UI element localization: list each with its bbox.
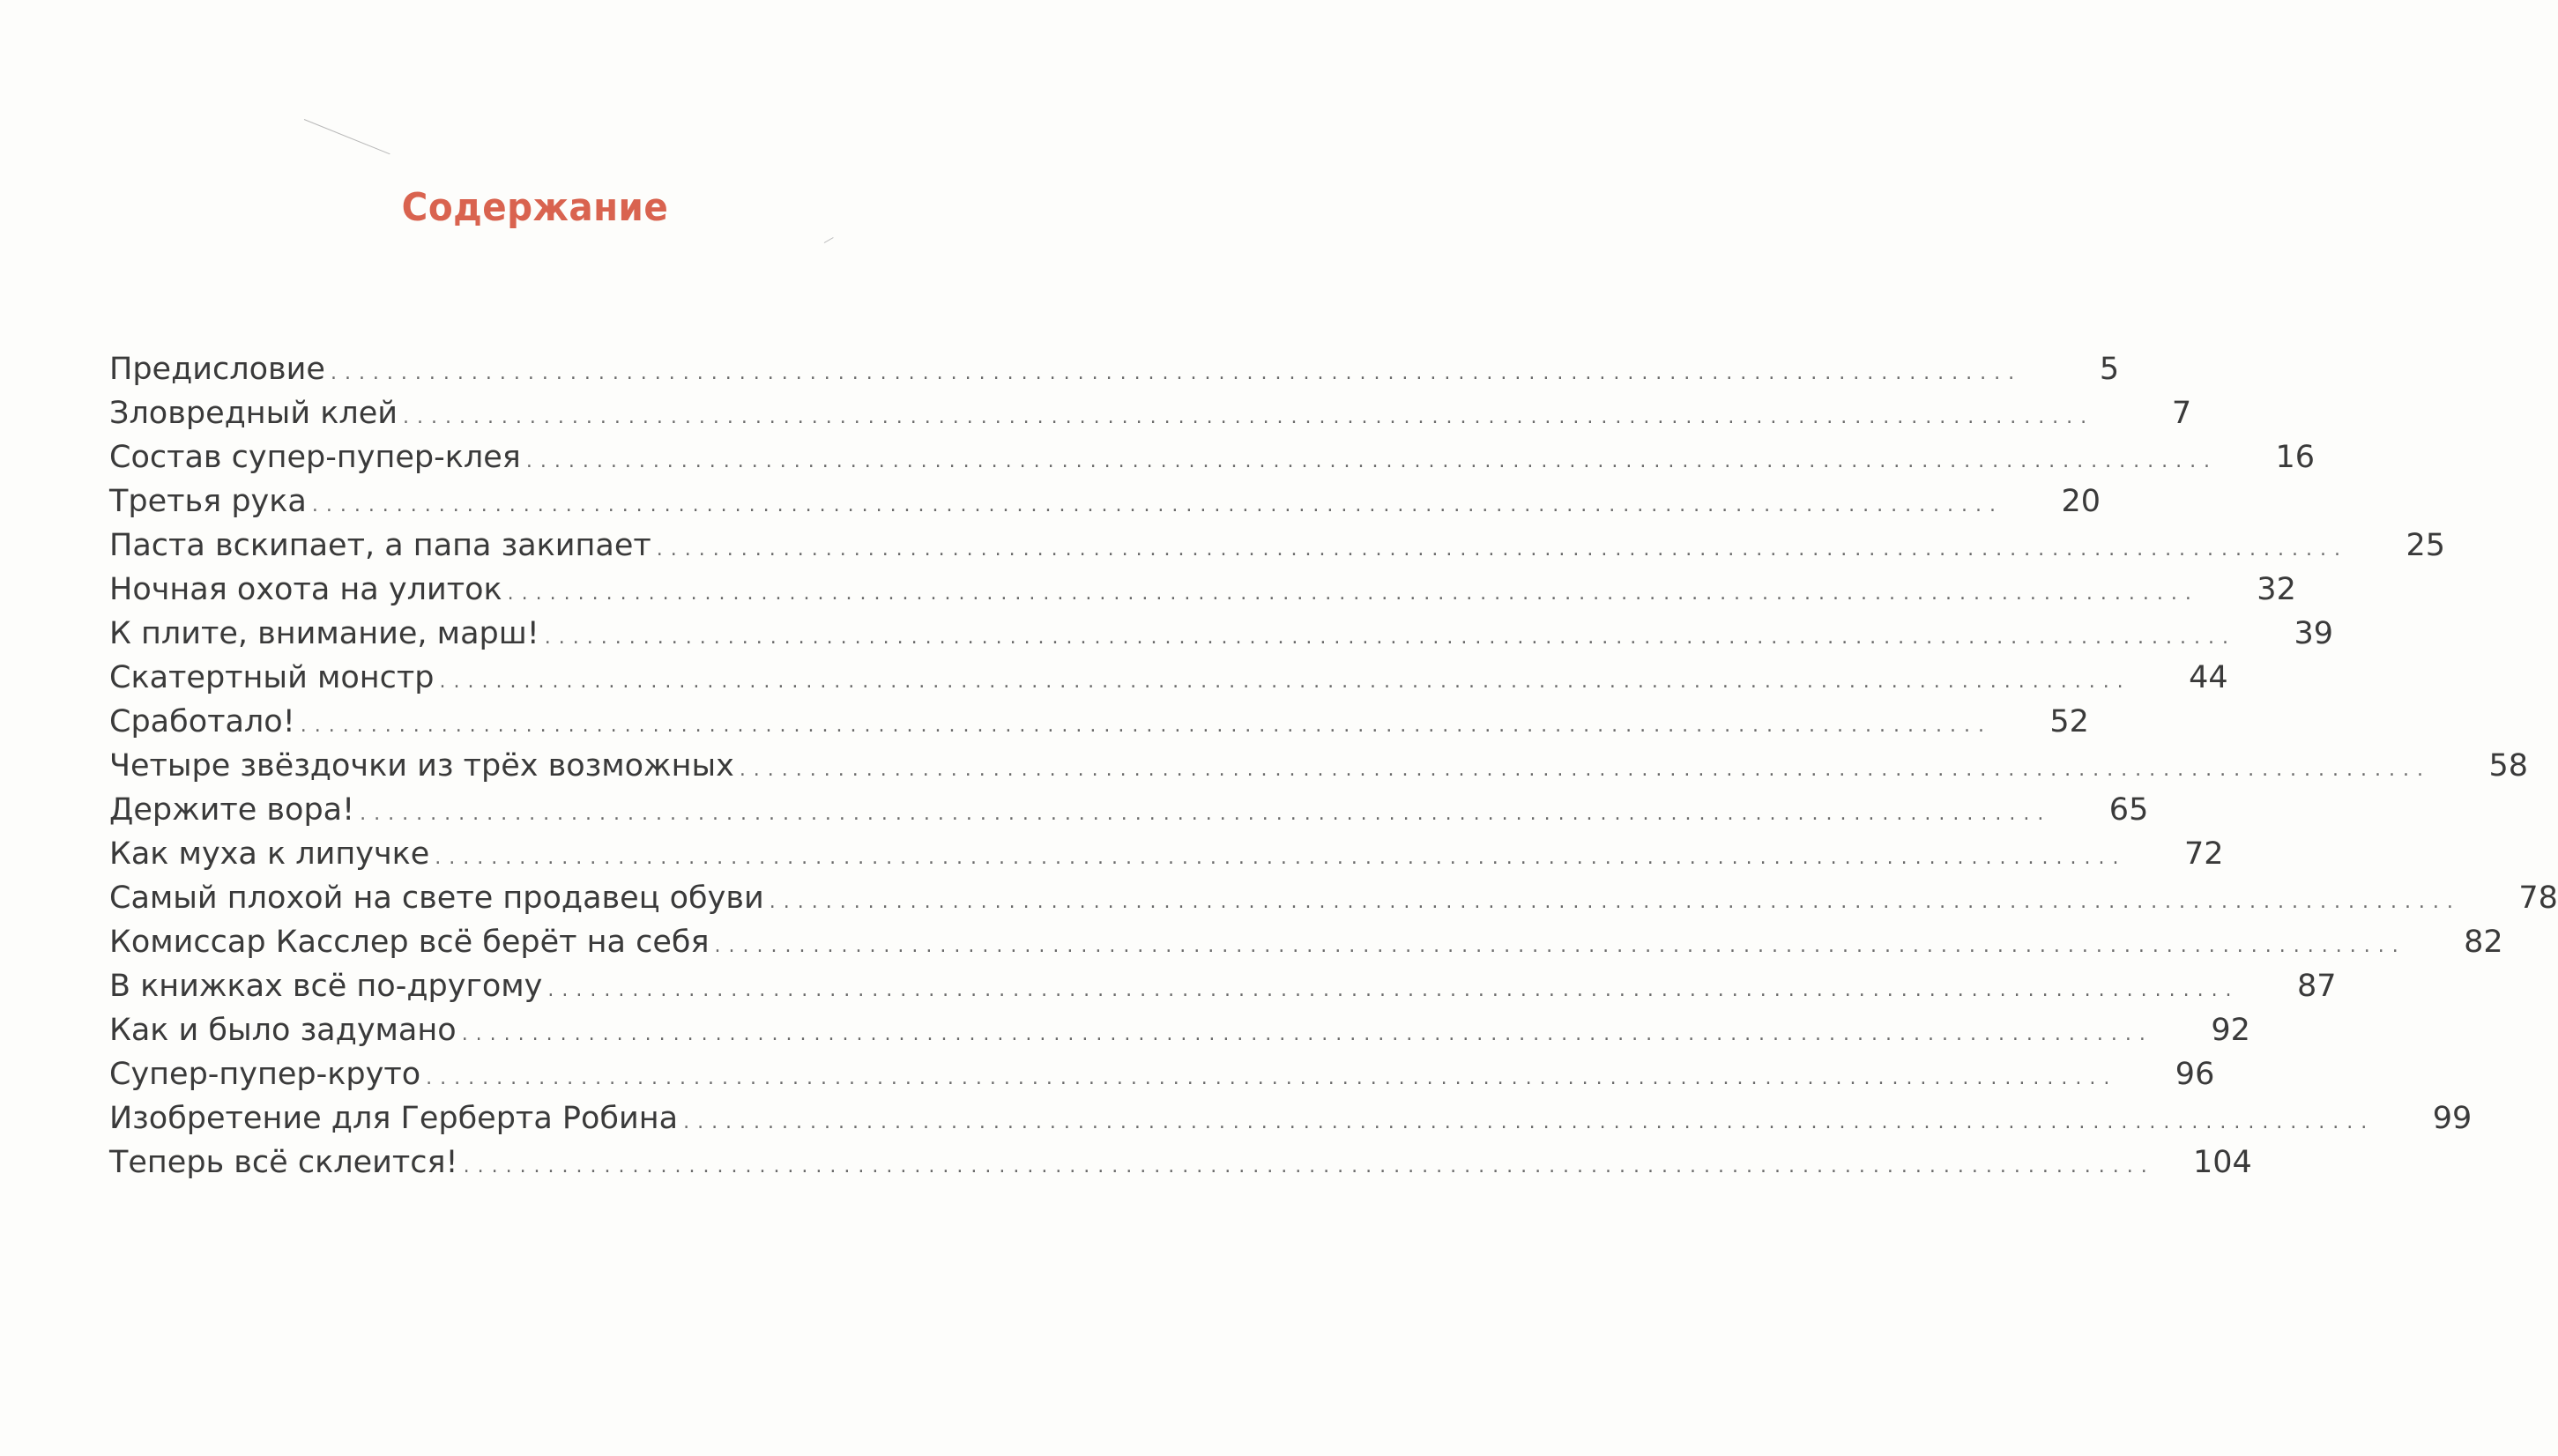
toc-entry-page-number: 25 <box>2406 528 2445 563</box>
toc-entry-title: Паста вскипает, а папа закипает <box>109 528 651 563</box>
toc-entry-title: Четыре звёздочки из трёх возможных <box>109 748 734 784</box>
toc-entry <box>109 744 2528 788</box>
toc-entry-page-number: 92 <box>2211 1013 2250 1048</box>
toc-entry <box>109 788 2149 832</box>
toc-entry <box>109 524 2445 568</box>
toc-entry-page-number: 32 <box>2257 572 2296 607</box>
toc-entry <box>109 920 2503 964</box>
toc-entry <box>109 1008 2250 1052</box>
toc-entry-title: Как и было задумано <box>109 1013 457 1048</box>
toc-entry-page-number: 7 <box>2171 396 2192 431</box>
table-of-contents <box>109 347 2558 1185</box>
toc-dot-leader: ........................................................................................................................ <box>435 847 2127 869</box>
toc-dot-leader: ........................................................................................................................ <box>461 1023 2153 1045</box>
toc-dot-leader: ........................................................................................................................ <box>300 715 1992 737</box>
toc-dot-leader: ........................................................................................................................ <box>656 539 2348 561</box>
toc-entry-title: Супер-пупер-круто <box>109 1057 421 1092</box>
toc-dot-leader: ........................................................................................................................ <box>714 935 2406 957</box>
toc-entry <box>109 832 2224 876</box>
toc-entry-page-number: 82 <box>2464 925 2503 960</box>
toc-entry-page-number: 78 <box>2518 880 2558 916</box>
toc-entry <box>109 1140 2252 1185</box>
toc-entry <box>109 435 2316 479</box>
toc-entry-title: Третья рука <box>109 484 307 519</box>
toc-entry <box>109 876 2558 920</box>
toc-dot-leader: ........................................................................................................................ <box>311 494 2004 516</box>
toc-entry-title: Изобретение для Герберта Робина <box>109 1101 679 1136</box>
toc-entry-page-number: 99 <box>2432 1101 2472 1136</box>
toc-entry-page-number: 104 <box>2192 1145 2252 1180</box>
toc-entry-title: Сработало! <box>109 704 295 739</box>
toc-entry-page-number: 58 <box>2488 748 2528 784</box>
toc-entry <box>109 612 2333 656</box>
toc-dot-leader: ........................................................................................................................ <box>683 1111 2376 1133</box>
toc-entry-title: Состав супер-пупер-клея <box>109 440 521 475</box>
toc-dot-leader: ........................................................................................................................ <box>769 891 2461 913</box>
toc-entry-page-number: 16 <box>2275 440 2316 475</box>
toc-entry <box>109 479 2101 524</box>
toc-entry-title: К плите, внимание, марш! <box>109 616 539 651</box>
toc-entry-page-number: 96 <box>2175 1057 2215 1092</box>
toc-entry <box>109 700 2089 744</box>
page-title: Содержание <box>401 185 669 230</box>
toc-entry-page-number: 72 <box>2183 836 2224 872</box>
toc-dot-leader: ........................................................................................................................ <box>402 406 2095 428</box>
toc-entry-page-number: 52 <box>2049 704 2089 739</box>
paper-scratch-mark <box>304 119 390 154</box>
toc-entry-page-number: 44 <box>2189 660 2228 695</box>
toc-entry-title: Предисловие <box>109 352 325 387</box>
toc-entry <box>109 347 2120 391</box>
toc-entry-title: Теперь всё склеится! <box>109 1145 458 1180</box>
toc-entry-title: Как муха к липучке <box>109 836 430 872</box>
toc-entry-page-number: 39 <box>2294 616 2333 651</box>
toc-entry-title: Держите вора! <box>109 792 355 828</box>
toc-dot-leader: ........................................................................................................................ <box>360 803 2052 825</box>
toc-dot-leader: ........................................................................................................................ <box>463 1155 2155 1177</box>
toc-dot-leader: ........................................................................................................................ <box>439 671 2131 693</box>
toc-dot-leader: ........................................................................................................................ <box>525 450 2219 472</box>
toc-entry <box>109 656 2228 700</box>
toc-entry <box>109 568 2296 612</box>
toc-entry <box>109 1096 2472 1140</box>
toc-entry <box>109 964 2337 1008</box>
toc-entry-title: Ночная охота на улиток <box>109 572 502 607</box>
toc-entry-title: Комиссар Касслер всё берёт на себя <box>109 925 710 960</box>
toc-entry-title: В книжках всё по-другому <box>109 969 543 1004</box>
toc-dot-leader: ........................................................................................................................ <box>547 979 2240 1001</box>
paper-scratch-mark <box>824 237 834 243</box>
toc-entry <box>109 391 2192 435</box>
toc-entry-title: Скатертный монстр <box>109 660 435 695</box>
toc-dot-leader: ........................................................................................................................ <box>544 627 2236 649</box>
toc-entry-page-number: 65 <box>2108 792 2149 828</box>
toc-entry-title: Зловредный клей <box>109 396 398 431</box>
toc-dot-leader: ........................................................................................................................ <box>426 1067 2118 1089</box>
toc-dot-leader: ........................................................................................................................ <box>330 362 2023 384</box>
toc-entry-page-number: 5 <box>2099 352 2120 387</box>
toc-entry-page-number: 20 <box>2061 484 2101 519</box>
toc-entry-title: Самый плохой на свете продавец обуви <box>109 880 764 916</box>
toc-entry-page-number: 87 <box>2297 969 2337 1004</box>
toc-entry <box>109 1052 2215 1096</box>
toc-dot-leader: ........................................................................................................................ <box>507 583 2199 605</box>
toc-dot-leader: ........................................................................................................................ <box>739 759 2431 781</box>
